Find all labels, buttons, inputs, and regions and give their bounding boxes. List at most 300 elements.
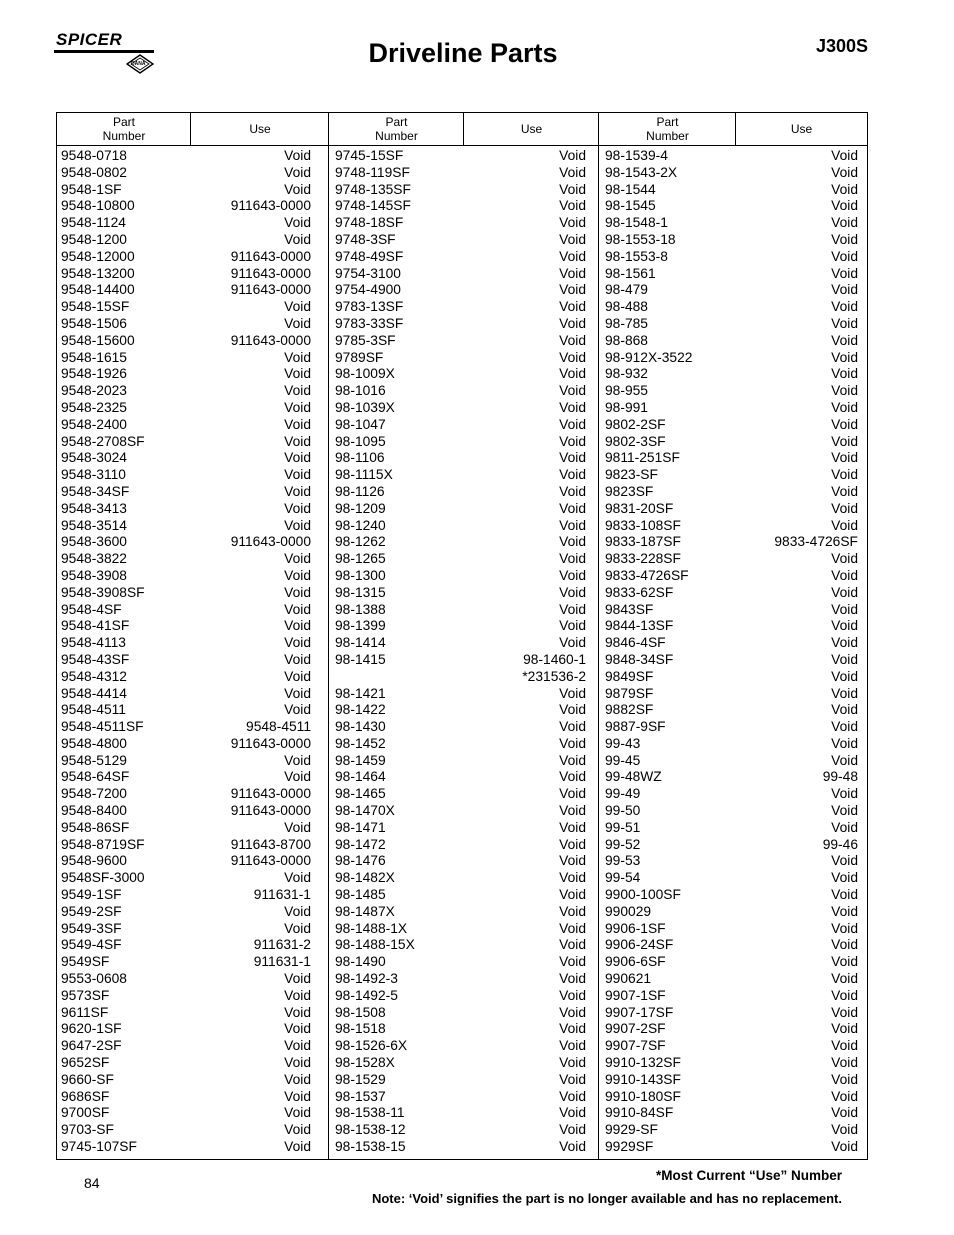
part-number: 98-1464 [335, 769, 386, 785]
part-number: 9548-3110 [61, 467, 126, 483]
table-row [61, 820, 311, 837]
part-number: 98-1490 [335, 954, 386, 970]
part-number: 98-1488-15X [335, 937, 415, 953]
table-row [605, 803, 858, 820]
part-number: 9548-0802 [61, 164, 127, 180]
table-row [335, 249, 586, 266]
table-row [335, 853, 586, 870]
part-use: Void [559, 383, 586, 399]
part-number: 98-1528X [335, 1055, 395, 1071]
part-number: 99-50 [605, 803, 641, 819]
part-number: 9802-2SF [605, 416, 666, 432]
table-row [605, 786, 858, 803]
part-number: 9548-15600 [61, 332, 135, 348]
table-row [605, 1038, 858, 1055]
part-use: 911643-0000 [230, 265, 311, 281]
part-number: 9748-3SF [335, 231, 396, 247]
part-number: 9620-1SF [61, 1021, 122, 1037]
part-number: 98-1422 [335, 702, 386, 718]
table-row [605, 518, 858, 535]
table-row [61, 383, 311, 400]
table-row [605, 702, 858, 719]
table-row [61, 602, 311, 619]
part-use: Void [831, 500, 858, 516]
table-row [61, 652, 311, 669]
table-row [61, 1005, 311, 1022]
part-number: 99-43 [605, 735, 641, 751]
part-use: 911643-0000 [230, 853, 311, 869]
part-use: Void [559, 752, 586, 768]
part-use: Void [559, 584, 586, 600]
table-row [61, 316, 311, 333]
table-row [605, 467, 858, 484]
part-use: Void [284, 1004, 311, 1020]
table-row [605, 1105, 858, 1122]
part-use: Void [559, 1021, 586, 1037]
part-use: 911643-8700 [230, 836, 311, 852]
part-number: 98-488 [605, 299, 648, 315]
part-use: Void [831, 315, 858, 331]
part-number: 98-1492-3 [335, 971, 398, 987]
part-use: Void [559, 954, 586, 970]
part-number: 98-912X-3522 [605, 349, 693, 365]
model-label: J300S [815, 36, 868, 56]
table-row [605, 333, 858, 350]
table-row [605, 551, 858, 568]
part-use: 911643-0000 [230, 282, 311, 298]
table-row [605, 148, 858, 165]
table-row [61, 450, 311, 467]
part-use: Void [284, 752, 311, 768]
part-number: 9548-4414 [61, 685, 127, 701]
part-use: Void [559, 786, 586, 802]
part-use: Void [559, 1004, 586, 1020]
part-number: 98-1526-6X [335, 1038, 408, 1054]
table-row [61, 1122, 311, 1139]
part-use: Void [559, 450, 586, 466]
table-row [605, 198, 858, 215]
table-row [605, 887, 858, 904]
table-row [61, 1105, 311, 1122]
table-row [605, 316, 858, 333]
part-use: Void [284, 551, 311, 567]
part-use: Void [559, 853, 586, 869]
part-number: 9907-17SF [605, 1004, 674, 1020]
part-use: 911643-0000 [230, 803, 311, 819]
table-row [61, 702, 311, 719]
part-use: Void [831, 416, 858, 432]
part-number: 9548-3822 [61, 551, 127, 567]
header-use-1 [191, 113, 329, 145]
table-row [335, 467, 586, 484]
part-number: 9748-49SF [335, 248, 404, 264]
part-number: 9745-15SF [335, 148, 404, 163]
table-row [335, 434, 586, 451]
part-use: Void [831, 618, 858, 634]
part-use: Void [831, 1139, 858, 1155]
part-number: 98-1529 [335, 1071, 386, 1087]
part-number: 98-785 [605, 315, 648, 331]
part-number: 9548-1926 [61, 366, 127, 382]
part-use: Void [831, 282, 858, 298]
part-number: 9548-4511 [61, 702, 126, 718]
table-row [61, 837, 311, 854]
part-number: 9846-4SF [605, 635, 666, 651]
table-row [605, 602, 858, 619]
part-number: 9548-14400 [61, 282, 135, 298]
table-row [605, 618, 858, 635]
table-row [61, 585, 311, 602]
part-use: Void [284, 618, 311, 634]
part-number: 9748-18SF [335, 215, 404, 231]
table-row [335, 383, 586, 400]
table-row [61, 870, 311, 887]
part-use: Void [831, 1105, 858, 1121]
part-number: 98-1459 [335, 752, 386, 768]
part-number: 9647-2SF [61, 1038, 122, 1054]
part-use: Void [559, 836, 586, 852]
part-number: 98-1209 [335, 500, 386, 516]
part-number: 98-1240 [335, 517, 386, 533]
part-use: Void [831, 803, 858, 819]
table-row [605, 904, 858, 921]
part-use: Void [284, 903, 311, 919]
table-row [605, 417, 858, 434]
table-row [605, 434, 858, 451]
table-row [335, 568, 586, 585]
table-row [335, 299, 586, 316]
table-row [605, 350, 858, 367]
table-row [61, 182, 311, 199]
part-number: 98-1482X [335, 870, 395, 886]
part-number: 9907-7SF [605, 1038, 666, 1054]
part-number: 9748-119SF [335, 164, 410, 180]
part-number: 9611SF [61, 1004, 109, 1020]
part-number: 9548-41SF [61, 618, 130, 634]
part-use: Void [559, 500, 586, 516]
table-row [605, 1055, 858, 1072]
part-number: 98-1548-1 [605, 215, 668, 231]
part-number: 98-1421 [335, 685, 386, 701]
part-use: Void [831, 164, 858, 180]
table-row [61, 753, 311, 770]
part-number: 9879SF [605, 685, 654, 701]
part-use: Void [559, 1088, 586, 1104]
part-number: 9573SF [61, 987, 110, 1003]
part-number: 9548-5129 [61, 752, 127, 768]
part-use: Void [831, 635, 858, 651]
part-use: Void [831, 215, 858, 231]
table-row [335, 635, 586, 652]
table-row [335, 484, 586, 501]
part-number: 98-1539-4 [605, 148, 668, 163]
parts-column-3 [605, 148, 858, 1156]
table-row [61, 769, 311, 786]
part-use: Void [831, 248, 858, 264]
table-row [335, 837, 586, 854]
table-row [335, 165, 586, 182]
part-number: 9660-SF [61, 1071, 114, 1087]
part-use: Void [559, 198, 586, 214]
part-use: Void [831, 198, 858, 214]
table-row [335, 1005, 586, 1022]
table-row [605, 299, 858, 316]
logo-sub-text: DANA [131, 61, 146, 67]
header-text: Use [249, 122, 271, 136]
part-number: 98-1561 [605, 265, 656, 281]
part-number: 9833-62SF [605, 584, 674, 600]
part-number: 9548-10800 [61, 198, 135, 214]
table-row [61, 232, 311, 249]
part-use: Void [559, 416, 586, 432]
table-row [61, 686, 311, 703]
part-number: 9548-8719SF [61, 836, 145, 852]
part-number: 9548-1124 [61, 215, 126, 231]
part-use: Void [284, 635, 311, 651]
part-use: Void [284, 651, 311, 667]
part-use: 911643-0000 [230, 248, 311, 264]
part-use: Void [559, 551, 586, 567]
part-number: 98-955 [605, 383, 648, 399]
table-row [605, 635, 858, 652]
table-row [335, 652, 586, 669]
table-row [61, 165, 311, 182]
part-use: Void [559, 803, 586, 819]
table-row [605, 954, 858, 971]
part-use: Void [284, 584, 311, 600]
part-use: Void [831, 383, 858, 399]
part-number: 9910-132SF [605, 1055, 681, 1071]
table-row [335, 1021, 586, 1038]
table-row [335, 937, 586, 954]
header-text: Part Number [646, 115, 689, 143]
table-row [605, 182, 858, 199]
part-number: 98-1485 [335, 887, 386, 903]
part-use: Void [831, 517, 858, 533]
part-use: Void [284, 1122, 311, 1138]
part-number: 9907-2SF [605, 1021, 666, 1037]
part-use: Void [831, 668, 858, 684]
table-row [335, 702, 586, 719]
part-number: 98-1476 [335, 853, 386, 869]
table-row [61, 904, 311, 921]
part-number: 9548-7200 [61, 786, 127, 802]
part-use: 9833-4726SF [774, 534, 858, 550]
part-use: Void [284, 702, 311, 718]
part-use: 99-48 [822, 769, 858, 785]
table-row [605, 669, 858, 686]
part-use: Void [559, 769, 586, 785]
part-use: Void [831, 903, 858, 919]
table-row [61, 1139, 311, 1156]
part-number: 98-1452 [335, 735, 386, 751]
part-number: 9548-1SF [61, 181, 122, 197]
part-use: 911631-1 [253, 887, 311, 903]
part-number: 98-1465 [335, 786, 386, 802]
part-number: 99-51 [605, 819, 641, 835]
part-use: Void [284, 819, 311, 835]
part-use: Void [284, 668, 311, 684]
part-use: Void [284, 1088, 311, 1104]
table-row [335, 1055, 586, 1072]
table-row [335, 1072, 586, 1089]
table-row [61, 198, 311, 215]
part-use: Void [559, 937, 586, 953]
part-use: Void [559, 248, 586, 264]
table-row [335, 887, 586, 904]
part-use: Void [284, 920, 311, 936]
table-row [605, 988, 858, 1005]
part-use: Void [284, 349, 311, 365]
part-use: Void [831, 332, 858, 348]
part-number: 98-1553-8 [605, 248, 668, 264]
table-row [605, 215, 858, 232]
part-number: 9831-20SF [605, 500, 674, 516]
table-row [61, 568, 311, 585]
part-use: Void [559, 1071, 586, 1087]
table-row [335, 736, 586, 753]
logo-text: SPICER [56, 30, 123, 49]
part-use: 9548-4511 [246, 719, 311, 735]
table-row [61, 887, 311, 904]
header-divider [190, 113, 191, 146]
part-use: Void [831, 483, 858, 499]
table-row [605, 1089, 858, 1106]
part-number: 98-1388 [335, 601, 386, 617]
table-row [335, 266, 586, 283]
part-number: 98-1544 [605, 181, 656, 197]
table-row [335, 921, 586, 938]
table-row [61, 954, 311, 971]
header-use-3 [736, 113, 867, 145]
part-number: 98-1265 [335, 551, 386, 567]
part-use: Void [284, 1021, 311, 1037]
part-use: 98-1460-1 [523, 651, 586, 667]
part-use: Void [831, 551, 858, 567]
table-row [61, 635, 311, 652]
table-row [61, 551, 311, 568]
part-number: 9745-107SF [61, 1139, 137, 1155]
table-row [335, 803, 586, 820]
part-use: Void [831, 870, 858, 886]
part-use: Void [284, 601, 311, 617]
header-text: Part Number [375, 115, 418, 143]
part-number: 9900-100SF [605, 887, 681, 903]
part-number: 98-1508 [335, 1004, 386, 1020]
part-number: 9548-4800 [61, 735, 127, 751]
part-use: Void [559, 467, 586, 483]
part-number: 98-1009X [335, 366, 395, 382]
part-number: 99-45 [605, 752, 641, 768]
part-use: Void [559, 987, 586, 1003]
part-use: Void [284, 416, 311, 432]
part-use: Void [559, 685, 586, 701]
table-row [61, 333, 311, 350]
part-use: Void [559, 315, 586, 331]
part-number: 9548-86SF [61, 819, 130, 835]
table-row [335, 753, 586, 770]
part-number: 98-1115X [335, 467, 393, 483]
part-number: 99-54 [605, 870, 641, 886]
part-use: Void [831, 987, 858, 1003]
part-use: Void [559, 1055, 586, 1071]
header-text: Part Number [102, 115, 146, 143]
part-number: 9833-187SF [605, 534, 681, 550]
part-number: 98-1414 [335, 635, 386, 651]
part-use: Void [831, 366, 858, 382]
table-row [61, 417, 311, 434]
part-number: 9548-8400 [61, 803, 127, 819]
part-use: Void [559, 702, 586, 718]
table-row [61, 618, 311, 635]
part-use: Void [831, 1088, 858, 1104]
part-use: Void [559, 534, 586, 550]
part-use: Void [831, 433, 858, 449]
part-number: 98-932 [605, 366, 648, 382]
part-number: 99-48WZ [605, 769, 662, 785]
part-use: Void [284, 315, 311, 331]
table-row [335, 215, 586, 232]
part-use: Void [831, 399, 858, 415]
part-use: Void [559, 903, 586, 919]
part-number: 98-1488-1X [335, 920, 408, 936]
part-number: 99-53 [605, 853, 641, 869]
part-number: 9548-0718 [61, 148, 127, 163]
part-use: Void [831, 819, 858, 835]
part-number: 9548-3908SF [61, 584, 145, 600]
part-use: Void [831, 651, 858, 667]
part-use: Void [559, 971, 586, 987]
header-text: Use [520, 122, 543, 136]
part-number: 98-1545 [605, 198, 656, 214]
part-number: 9754-3100 [335, 265, 401, 281]
part-number: 9549SF [61, 954, 110, 970]
part-use: Void [284, 1139, 311, 1155]
part-use: Void [284, 299, 311, 315]
part-use: Void [559, 819, 586, 835]
part-use: Void [559, 618, 586, 634]
part-number: 9553-0608 [61, 971, 127, 987]
part-number: 9548-4511SF [61, 719, 144, 735]
part-use: Void [284, 870, 311, 886]
table-row [335, 1089, 586, 1106]
part-number: 9906-1SF [605, 920, 666, 936]
part-number: 9548-3514 [61, 517, 127, 533]
part-use: Void [559, 635, 586, 651]
part-use: Void [559, 567, 586, 583]
table-row [605, 837, 858, 854]
table-row [61, 719, 311, 736]
part-use: 911643-0000 [230, 735, 311, 751]
part-number: 98-1553-18 [605, 231, 676, 247]
table-row [335, 417, 586, 434]
part-use: Void [831, 853, 858, 869]
part-number: 9548-9600 [61, 853, 127, 869]
table-row [605, 266, 858, 283]
part-number: 9848-34SF [605, 651, 674, 667]
table-row [335, 366, 586, 383]
part-number: 98-1415 [335, 651, 386, 667]
table-row [335, 618, 586, 635]
table-row [335, 1139, 586, 1156]
table-row [335, 1105, 586, 1122]
part-number: 98-1487X [335, 903, 395, 919]
table-header-row [57, 113, 867, 146]
part-number: 9748-145SF [335, 198, 411, 214]
table-row [605, 383, 858, 400]
part-use: Void [284, 500, 311, 516]
part-use: Void [559, 920, 586, 936]
